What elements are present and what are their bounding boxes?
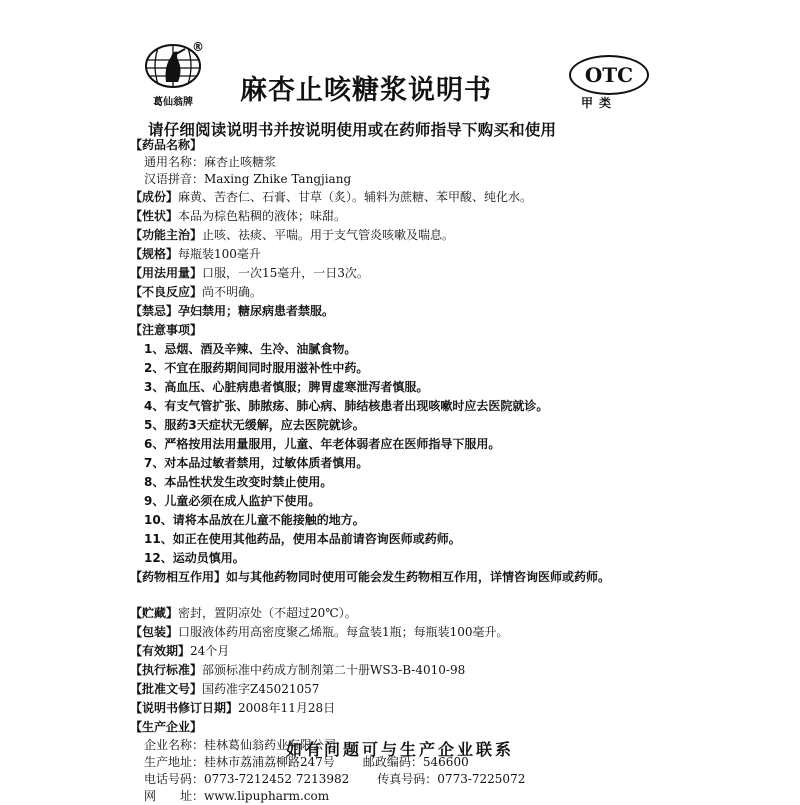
fax: 传真号码：0773-7225072 (377, 772, 526, 786)
properties-row (130, 207, 675, 226)
section-value: 本品为棕色粘稠的液体；味甜。 (178, 209, 347, 223)
section-label: 【不良反应】 (130, 285, 203, 299)
section-value: 部颁标准中药成方制剂第二十册WS3-B-4010-98 (202, 663, 466, 677)
section-label: 【药品名称】 (130, 138, 203, 152)
approval-row (130, 680, 675, 699)
section-value: 24个月 (190, 644, 230, 658)
indications-row (130, 226, 675, 245)
manufacturer-heading (130, 718, 675, 737)
section-label: 【有效期】 (130, 644, 191, 658)
leaflet-header (0, 0, 800, 110)
section-label: 【禁忌】 (130, 304, 179, 318)
contact-footer: 如有问题可与生产企业联系 (285, 740, 514, 759)
otc-class-label: 甲类 (581, 96, 618, 110)
precaution-item: 3、高血压、心脏病患者慎服；脾胃虚寒泄泻者慎服。 (144, 380, 429, 394)
pinyin-name: 汉语拼音：Maxing Zhike Tangjiang (144, 172, 352, 186)
page-title: 麻杏止咳糖浆说明书 (240, 75, 492, 106)
precaution-item: 12、运动员慎用。 (144, 551, 245, 565)
section-value: 麻黄、苦杏仁、石膏、甘草（炙）。辅料为蔗糖、苯甲酸、纯化水。 (178, 190, 533, 204)
section-label: 【包装】 (130, 625, 179, 639)
precaution-item: 7、对本品过敏者禁用，过敏体质者慎用。 (144, 456, 369, 470)
section-value: 口服，一次15毫升，一日3次。 (202, 266, 369, 280)
section-label: 【生产企业】 (130, 720, 203, 734)
storage-row (130, 604, 675, 623)
section-value: 2008年11月28日 (238, 701, 336, 715)
brand-name: 葛仙翁牌 (153, 97, 193, 108)
section-label: 【批准文号】 (130, 682, 203, 696)
precaution-item: 5、服药3天症状无缓解，应去医院就诊。 (144, 418, 365, 432)
adverse-row (130, 283, 675, 302)
standard-row (130, 661, 675, 680)
precautions-heading (130, 321, 675, 340)
section-value: 口服液体药用高密度聚乙烯瓶。每盒装1瓶；每瓶装100毫升。 (178, 625, 509, 639)
section-value: 尚不明确。 (202, 285, 263, 299)
section-label: 【性状】 (130, 209, 179, 223)
interactions-row (130, 568, 675, 604)
revision-row (130, 699, 675, 718)
website: 网 址：www.lipupharm.com (144, 789, 330, 803)
registered-trademark: ® (192, 40, 204, 54)
section-label: 【成份】 (130, 190, 179, 204)
precaution-item: 2、不宜在服药期间同时服用滋补性中药。 (144, 361, 369, 375)
section-label: 【功能主治】 (130, 228, 203, 242)
otc-badge: OTC (569, 55, 649, 95)
validity-row (130, 642, 675, 661)
phone-row (130, 771, 675, 788)
ingredients-row (130, 188, 675, 207)
section-label: 【药物相互作用】 (130, 570, 227, 584)
section-value: 国药准字Z45021057 (202, 682, 320, 696)
section-label: 【执行标准】 (130, 663, 203, 677)
postcode: 邮政编码：546600 (362, 755, 469, 769)
section-value: 每瓶装100毫升 (178, 247, 261, 261)
address: 生产地址：桂林市荔浦荔柳路247号 (144, 755, 335, 769)
section-label: 【说明书修订日期】 (130, 701, 239, 715)
section-label: 【贮藏】 (130, 606, 179, 620)
section-label: 【规格】 (130, 247, 179, 261)
usage-advice: 请仔细阅读说明书并按说明使用或在药师指导下购买和使用 (148, 121, 557, 139)
precaution-item: 1、忌烟、酒及辛辣、生冷、油腻食物。 (144, 342, 357, 356)
drug-name-heading (130, 137, 675, 154)
package-row (130, 623, 675, 642)
common-name: 通用名称：麻杏止咳糖浆 (144, 155, 277, 169)
section-label: 【用法用量】 (130, 266, 203, 280)
precaution-item: 11、如正在使用其他药品，使用本品前请咨询医师或药师。 (144, 532, 461, 546)
section-value: 如与其他药物同时使用可能会发生药物相互作用，详情咨询医师或药师。 (226, 570, 611, 584)
leaflet-body (130, 137, 675, 805)
section-value: 孕妇禁用；糖尿病患者禁服。 (178, 304, 335, 318)
precaution-item: 6、严格按用法用量服用，儿童、年老体弱者应在医师指导下服用。 (144, 437, 501, 451)
usage-row (130, 264, 675, 283)
phone: 电话号码：0773-7212452 7213982 (144, 772, 350, 786)
contraindications-row (130, 302, 675, 321)
section-value: 止咳、祛痰、平喘。用于支气管炎咳嗽及喘息。 (202, 228, 455, 242)
precaution-item: 8、本品性状发生改变时禁止使用。 (144, 475, 333, 489)
precaution-item: 9、儿童必须在成人监护下使用。 (144, 494, 321, 508)
section-value: 密封，置阴凉处（不超过20℃）。 (178, 606, 357, 620)
spec-row (130, 245, 675, 264)
precaution-item: 10、请将本品放在儿童不能接触的地方。 (144, 513, 365, 527)
precaution-item: 4、有支气管扩张、肺脓疡、肺心病、肺结核患者出现咳嗽时应去医院就诊。 (144, 399, 549, 413)
company-name: 企业名称：桂林葛仙翁药业有限公司 (144, 738, 337, 752)
section-label: 【注意事项】 (130, 323, 203, 337)
